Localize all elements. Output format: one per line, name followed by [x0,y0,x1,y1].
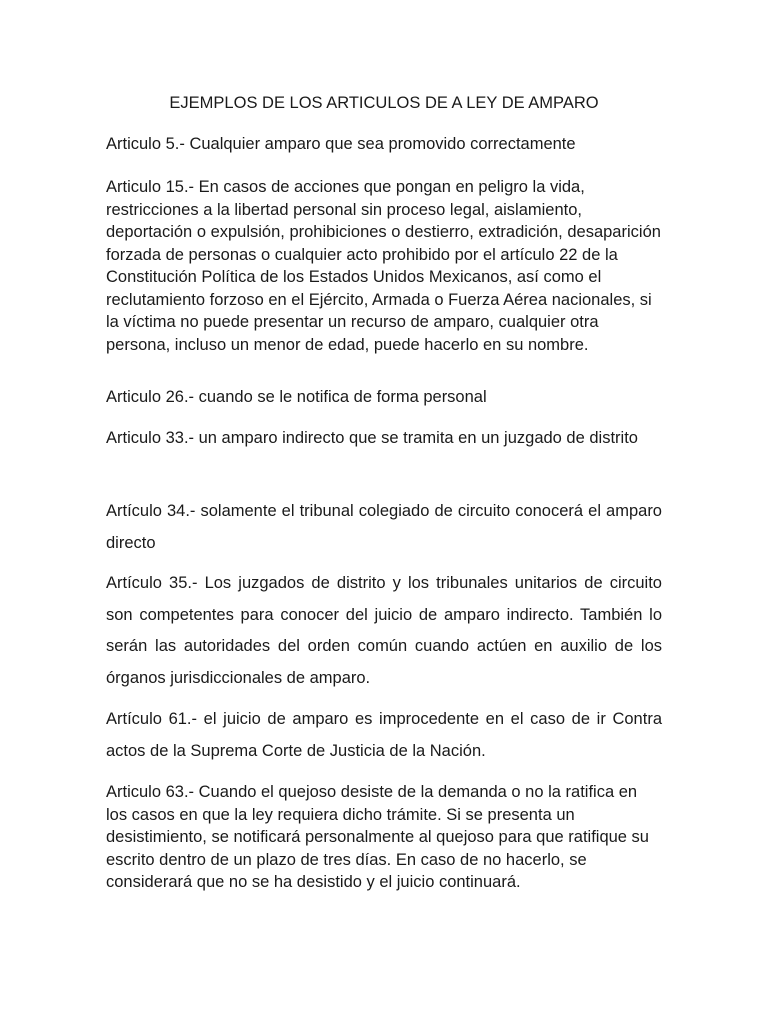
article-35: Artículo 35.- Los juzgados de distrito y los tribunales unitarios de circuito son competentes para conocer del juicio de amparo indirecto. También lo serán las autoridades del orden común cuando actúen en auxilio de los órganos jurisdiccionales de amparo. [106,574,662,687]
article-63: Articulo 63.- Cuando el quejoso desiste de la demanda o no la ratifica en los casos en que la ley requiera dicho trámite. Si se presenta un desistimiento, se notificará personalmente al quejoso para que ratifique su escrito dentro de un plazo de tres días. En caso de no hacerlo, se considerará que no se ha desistido y el juicio continuará. [106,783,649,891]
article-5: Articulo 5.- Cualquier amparo que sea promovido correctamente [106,135,576,153]
article-34: Artículo 34.- solamente el tribunal colegiado de circuito conocerá el amparo directo [106,502,662,552]
article-61: Artículo 61.- el juicio de amparo es improcedente en el caso de ir Contra actos de la Suprema Corte de Justicia de la Nación. [106,710,662,760]
article-33: Articulo 33.- un amparo indirecto que se tramita en un juzgado de distrito [106,429,638,447]
document-title: EJEMPLOS DE LOS ARTICULOS DE A LEY DE AMPARO [169,94,599,112]
article-15: Articulo 15.- En casos de acciones que pongan en peligro la vida, restricciones a la libertad personal sin proceso legal, aislamiento, deportación o expulsión, prohibiciones o destierro, extradición, desaparición forzada de personas o cualquier acto prohibido por el artículo 22 de la Constitución Política de los Estados Unidos Mexicanos, así como el reclutamiento forzoso en el Ejército, Armada o Fuerza Aérea nacionales, si la víctima no puede presentar un recurso de amparo, cualquier otra persona, incluso un menor de edad, puede hacerlo en su nombre. [106,178,661,354]
article-26: Articulo 26.- cuando se le notifica de forma personal [106,388,487,406]
